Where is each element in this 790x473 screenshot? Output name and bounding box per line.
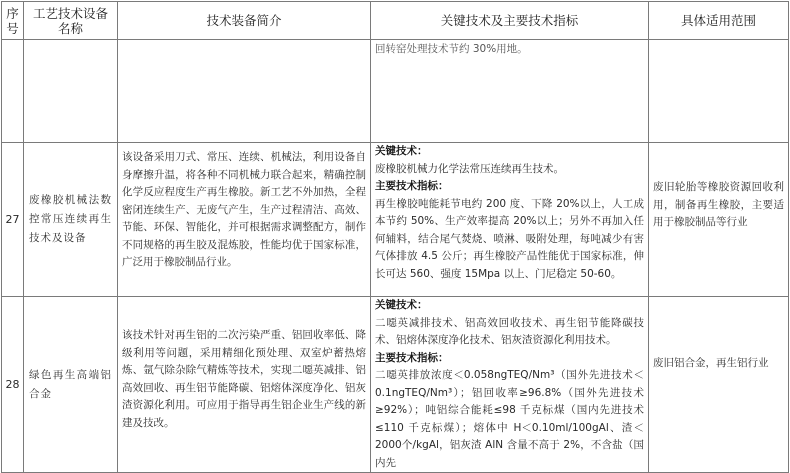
cell-scope-empty [649,40,789,143]
key-tech-text: 废橡胶机械力化学法常压连续再生技术。 [375,162,564,175]
cell-name-empty [24,40,118,143]
key-tech-title: 关键技术： [375,299,428,311]
key-indicators [371,297,649,473]
key-tech-text: 二噁英减排技术、铝高效回收技术、再生铝节能降碳技术、铝熔体深度净化技术、铝灰渣资源化利用技术。 [375,316,644,346]
table-row-27 [2,143,789,297]
tech-name: 废橡胶机械法数控常压连续再生技术及设备 [24,143,118,297]
scope-text: 废旧铝合金，再生铝行业 [649,297,789,473]
key-fragment-text: 回转窑处理技术节约 30%用地。 [375,43,528,55]
table-header-row [2,2,789,40]
cell-key-fragment [371,40,649,143]
main-indicators-text: 二噁英排放浓度＜0.058ngTEQ/Nm³（国外先进技术＜0.1ngTEQ/Nm³）；铝回收率≥96.8%（国外先进技术≥92%）；吨铝综合能耗≤98 千克标煤（国内先进技术≤110 千克标煤）；熔体中 H＜0.10ml/100gAl、渣＜2000个/kgAl，铝灰渣 AlN 含量不高于 2%，不含盐（国内先 [375,369,644,469]
row-number: 27 [2,143,24,297]
key-tech-title: 关键技术： [375,145,428,157]
cell-intro-empty [118,40,371,143]
key-indicators [371,143,649,297]
header-scope: 具体适用范围 [649,2,789,40]
main-indicators-title: 主要技术指标： [375,180,449,192]
tech-intro: 该设备采用刀式、常压、连续、机械法，利用设备自身摩擦升温，将各种不同机械力联合起来，精确控制化学反应程度生产再生橡胶。新工艺不外加热，全程密闭连续生产、无废气产生，生产过程清洁、高效、节能、环保、智能化，并可根据需求调整配方，制作不同规格的再生胶及混炼胶，性能均优于国家标准，广泛用于橡胶制品行业。 [118,143,371,297]
row-number: 28 [2,297,24,473]
main-indicators-title: 主要技术指标： [375,351,449,364]
main-indicators-text: 再生橡胶吨能耗节电约 200 度、下降 20%以上，人工成本节约 50%、生产效率提高 20%以上；另外不再加入任何辅料，结合尾气焚烧、喷淋、吸附处理，每吨减少有害气体排放 4.5 公斤；再生橡胶产品性能优于国家标准，伸长可达 560、强度 15Mpa 以上、门尼稳定 50-60。 [375,197,644,280]
technology-table [1,1,789,473]
table-row-28 [2,297,789,473]
tech-intro: 该技术针对再生铝的二次污染严重、铝回收率低、降级利用等问题，采用精细化预处理、双室炉蓄热熔炼、氩气除杂除气精炼等技术，实现二噁英减排、铝高效回收、再生铝节能降碳、铝熔体深度净化、铝灰渣资源化利用。可应用于指导再生铝企业生产线的新建及技改。 [118,297,371,473]
header-intro: 技术装备简介 [118,2,371,40]
tech-name: 绿色再生高端铝合金 [24,297,118,473]
table-row-continued [2,40,789,143]
header-key: 关键技术及主要技术指标 [371,2,649,40]
header-no: 序 号 [2,2,24,40]
scope-text: 废旧轮胎等橡胶资源回收利用，制备再生橡胶，主要适用于橡胶制品等行业 [649,143,789,297]
header-name: 工艺技术设备 名称 [24,2,118,40]
cell-no-empty [2,40,24,143]
